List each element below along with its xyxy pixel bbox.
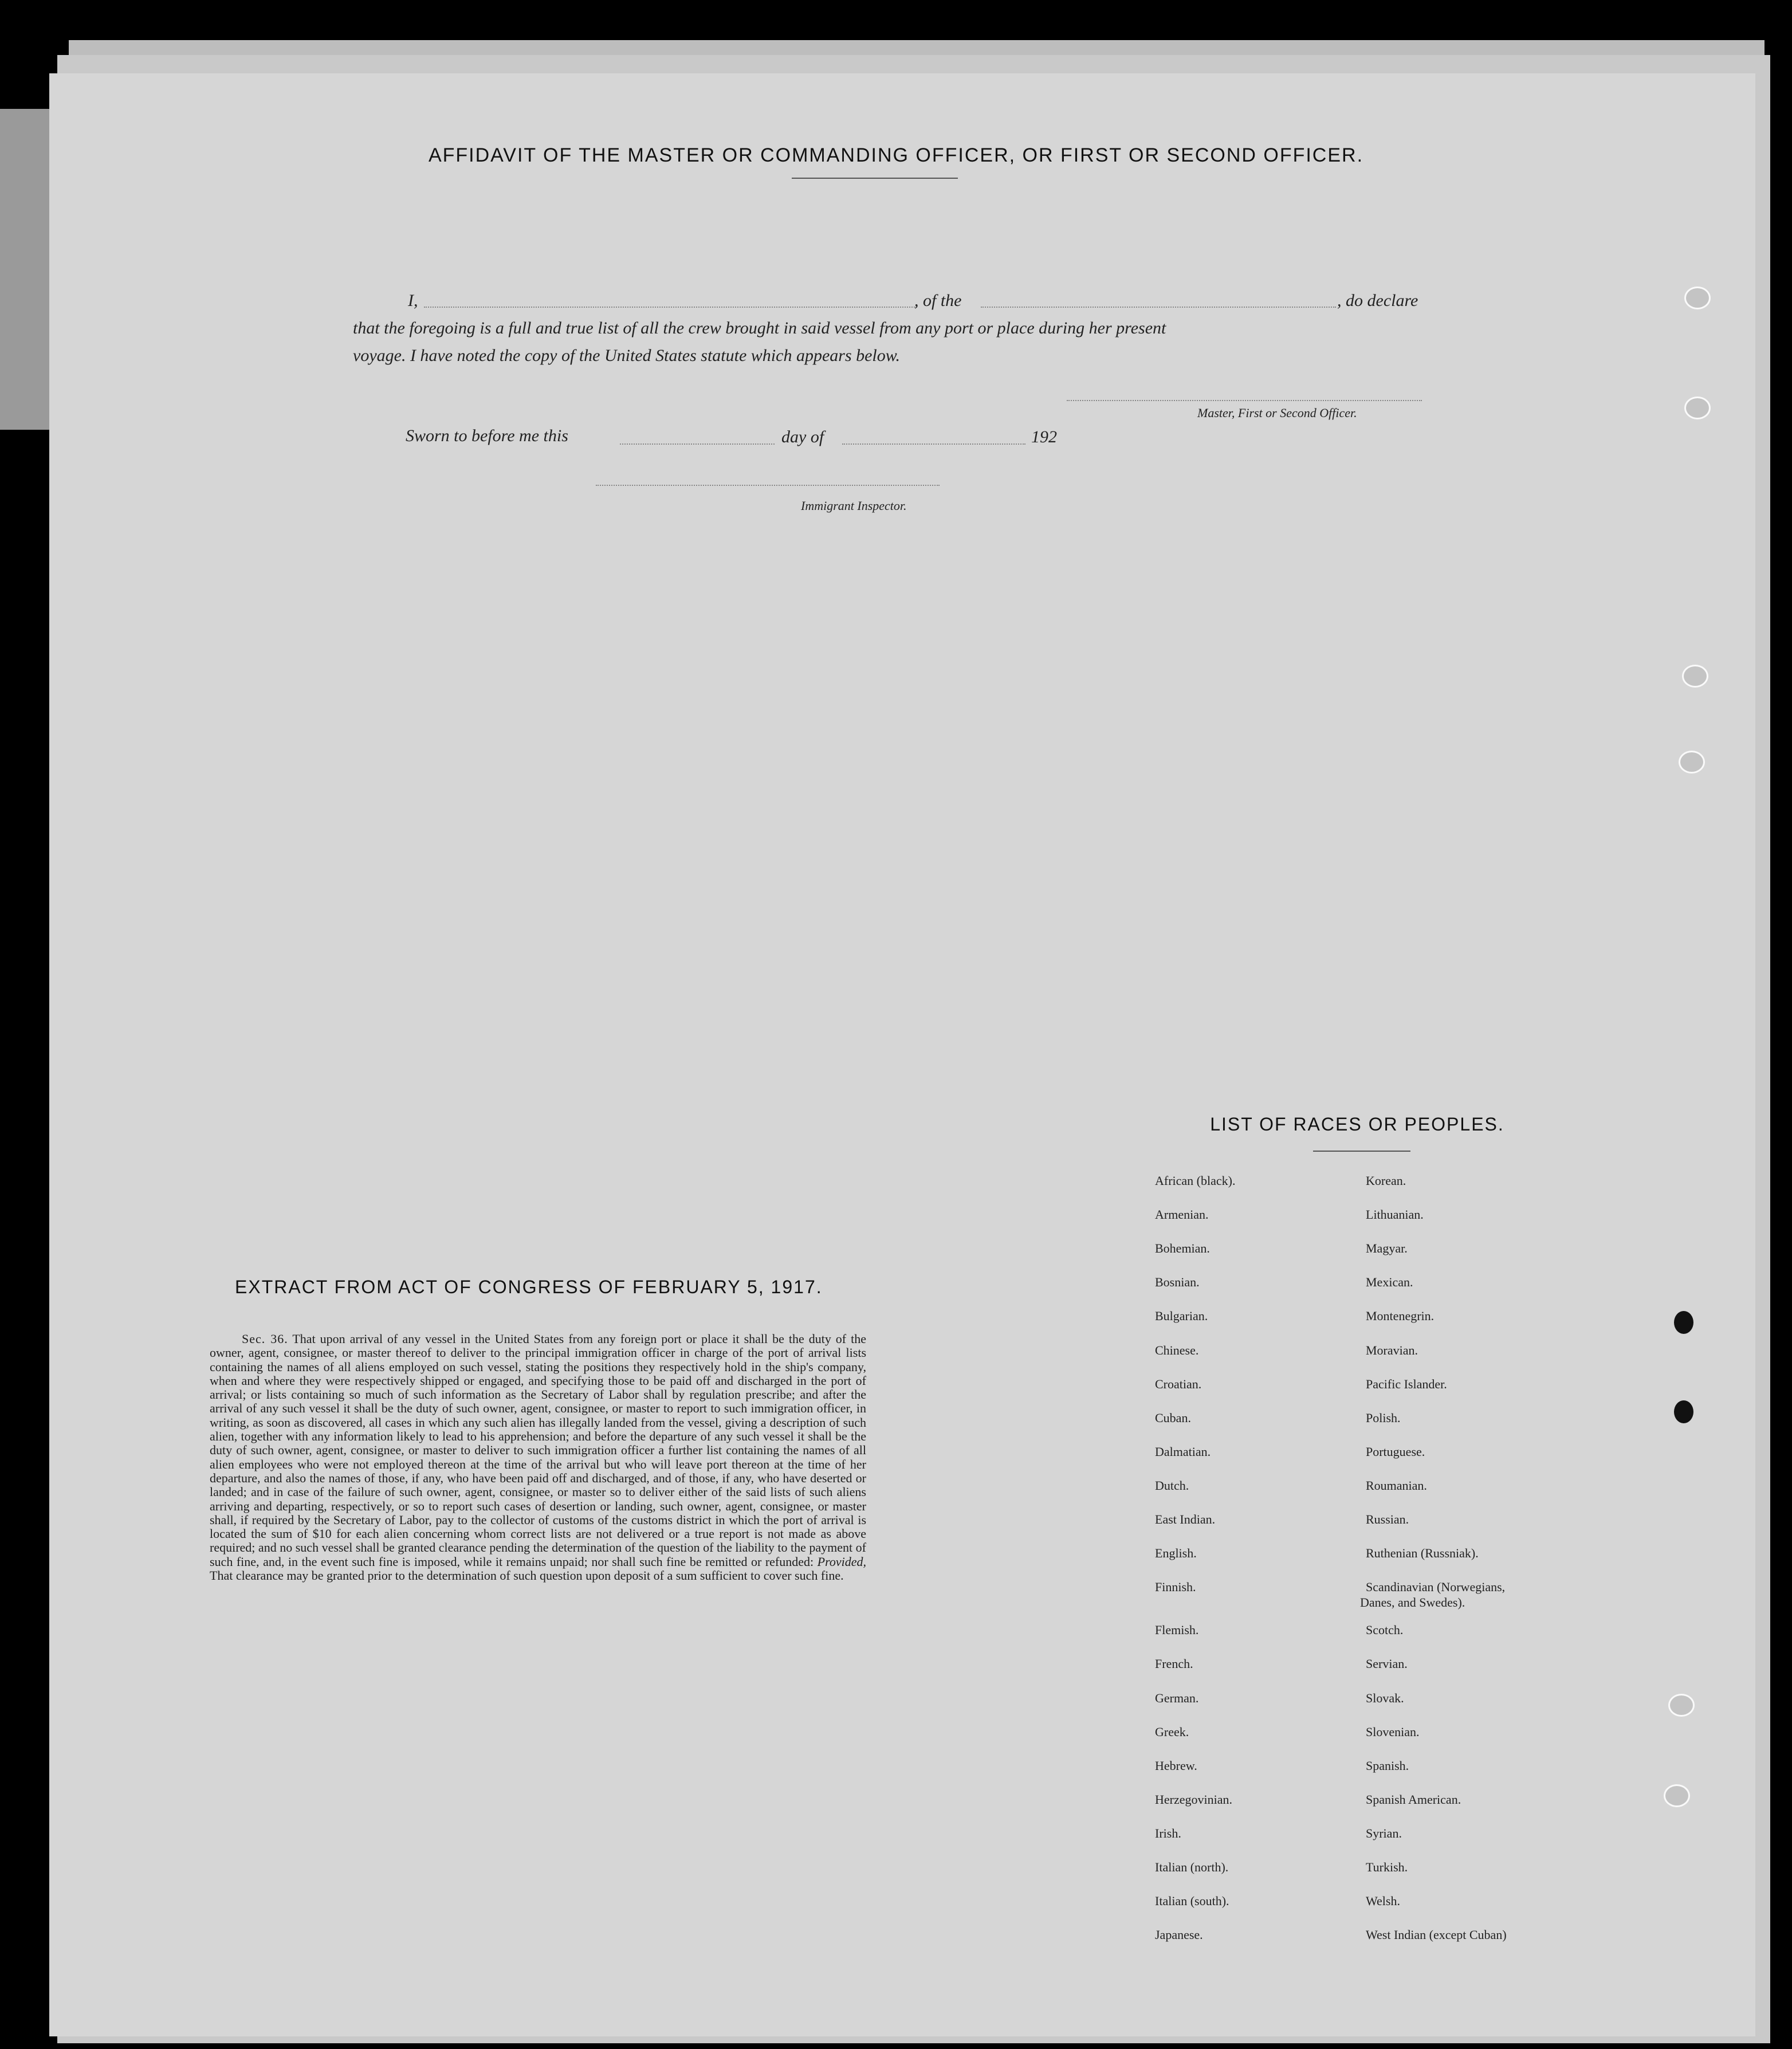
affidavit-of-the: , of the (914, 291, 962, 310)
title-rule (792, 178, 958, 179)
affidavit-declare: , do declare (1337, 291, 1418, 310)
race-right-item: Slovenian. (1366, 1724, 1420, 1739)
sworn-day-of: day of (781, 427, 824, 446)
race-right-item: West Indian (except Cuban) (1366, 1928, 1507, 1942)
master-label: Master, First or Second Officer. (1197, 406, 1357, 420)
race-right-item: Korean. (1366, 1173, 1406, 1188)
race-left-item: Cuban. (1155, 1410, 1191, 1425)
sworn-month-blank[interactable] (842, 443, 1025, 445)
race-left-item: African (black). (1155, 1173, 1236, 1188)
race-left-item: Flemish. (1155, 1623, 1199, 1638)
extract-text-part-1: That upon arrival of any vessel in the United States from any foreign port or place it shall be the duty of the owner, agent, consignee, or master thereof to deliver to the principal immigration officer in charge of the port of arrival lists containing the names of all aliens employed on such vessel, stating the positions they respectively hold in the ship's company, when and where they were respectively shipped or engaged, and specifying those to be paid off and discharged in the port of arrival; or lists containing so much of such information as the Secretary of Labor shall by regulation prescribe; and after the arrival of any such vessel it shall be the duty of such owner, agent, consignee, or master to report to such immigration officer, in writing, as soon as discovered, all cases in which any such alien has illegally landed from the vessel, giving a description of such alien, together with any information likely to lead to his apprehension; and before the departure of any such vessel it shall be the duty of such owner, agent, consignee, or master to deliver to such immigration officer a further list containing the names of all alien employees who were not employed thereon at the time of the arrival but who will leave port thereon at the time of her departure, and also the names of those, if any, who have been paid off and discharged, and of those, if any, who have deserted or landed; and in case of the failure of such owner, agent, consignee, or master so to deliver either of the said lists of such aliens arriving and departing, respectively, or so to report such cases of desertion or landing, such owner, agent, consignee, or master shall, if required by the Secretary of Labor, pay to the collector of customs of the customs district in which the port of arrival is located the sum of $10 for each alien concerning whom correct lists are not delivered or a true report is not made as above required; and no such vessel shall be granted clearance pending the determination of the question of the liability to the payment of such fine, and, in the event such fine is imposed, while it remains unpaid; nor shall such fine be remitted or refunded: (210, 1332, 867, 1569)
race-left-item: Italian (north). (1155, 1860, 1229, 1874)
sworn-day-blank[interactable] (620, 443, 775, 445)
race-right-item: Mexican. (1366, 1275, 1413, 1290)
race-scandinavian-continuation: Danes, and Swedes). (1360, 1595, 1465, 1610)
race-left-item: Chinese. (1155, 1343, 1199, 1357)
vessel-blank[interactable] (981, 307, 1336, 308)
race-right-item: Servian. (1366, 1657, 1408, 1671)
inspector-signature-line[interactable] (596, 485, 940, 486)
affidavit-title: AFFIDAVIT OF THE MASTER OR COMMANDING OFFICER, OR FIRST OR SECOND OFFICER. (428, 144, 1364, 166)
race-right-item: Turkish. (1366, 1860, 1408, 1874)
punch-hole (1674, 1400, 1693, 1423)
race-right-item: Scotch. (1366, 1623, 1404, 1638)
race-right-item: Syrian. (1366, 1826, 1402, 1840)
inspector-label: Immigrant Inspector. (801, 498, 907, 513)
punch-hole (1668, 1694, 1695, 1717)
document-page (49, 73, 1755, 2036)
race-left-item: German. (1155, 1690, 1199, 1705)
race-right-item: Portuguese. (1366, 1444, 1425, 1459)
sworn-year: 192 (1031, 427, 1057, 446)
race-right-item: Spanish. (1366, 1758, 1409, 1773)
race-right-item: Ruthenian (Russniak). (1366, 1546, 1479, 1561)
race-left-item: Bohemian. (1155, 1241, 1210, 1256)
race-left-item: Greek. (1155, 1724, 1189, 1739)
race-left-item: English. (1155, 1546, 1197, 1561)
race-right-item: Spanish American. (1366, 1792, 1461, 1807)
extract-sec-label: Sec. 36. (242, 1332, 288, 1346)
race-right-item: Magyar. (1366, 1241, 1408, 1256)
punch-hole (1674, 1311, 1693, 1334)
name-blank[interactable] (424, 307, 917, 308)
races-rule (1313, 1151, 1410, 1152)
extract-text-part-2: That clearance may be granted prior to the determination of such question upon deposit of a sum sufficient to cover such fine. (210, 1568, 844, 1583)
punch-hole (1679, 751, 1705, 774)
race-left-item: Dutch. (1155, 1478, 1189, 1493)
race-left-item: Finnish. (1155, 1580, 1196, 1595)
races-title: LIST OF RACES OR PEOPLES. (1210, 1114, 1504, 1135)
master-signature-line[interactable] (1067, 400, 1422, 401)
race-right-item: Polish. (1366, 1410, 1401, 1425)
race-left-item: Irish. (1155, 1826, 1181, 1840)
race-left-item: East Indian. (1155, 1512, 1216, 1526)
race-left-item: Bulgarian. (1155, 1309, 1208, 1324)
race-right-item: Slovak. (1366, 1690, 1404, 1705)
race-left-item: Croatian. (1155, 1376, 1202, 1391)
extract-body (210, 1332, 866, 1583)
race-right-item: Welsh. (1366, 1894, 1400, 1909)
race-right-item: Montenegrin. (1366, 1309, 1435, 1324)
affidavit-line-3: voyage. I have noted the copy of the United States statute which appears below. (353, 346, 901, 365)
race-left-item: Japanese. (1155, 1928, 1203, 1942)
race-right-item: Scandinavian (Norwegians, (1366, 1580, 1506, 1595)
race-right-item: Russian. (1366, 1512, 1409, 1526)
race-left-item: Hebrew. (1155, 1758, 1197, 1773)
extract-provided: Provided, (817, 1554, 866, 1569)
race-right-item: Pacific Islander. (1366, 1376, 1447, 1391)
race-right-item: Roumanian. (1366, 1478, 1427, 1493)
race-right-item: Moravian. (1366, 1343, 1418, 1357)
extract-title: EXTRACT FROM ACT OF CONGRESS OF FEBRUARY 5, 1917. (235, 1277, 823, 1297)
race-left-item: Herzegovinian. (1155, 1792, 1232, 1807)
race-left-item: Armenian. (1155, 1207, 1209, 1222)
race-left-item: Dalmatian. (1155, 1444, 1211, 1459)
race-left-item: Italian (south). (1155, 1894, 1229, 1909)
affidavit-line-2: that the foregoing is a full and true list of all the crew brought in said vessel from any port or place during her present (353, 319, 1166, 337)
affidavit-i: I, (408, 291, 418, 310)
punch-hole (1684, 397, 1711, 419)
race-left-item: French. (1155, 1657, 1193, 1671)
punch-hole (1684, 286, 1711, 309)
sworn-prefix: Sworn to before me this (406, 426, 568, 445)
punch-hole (1682, 665, 1708, 688)
punch-hole (1664, 1784, 1690, 1807)
race-right-item: Lithuanian. (1366, 1207, 1424, 1222)
race-left-item: Bosnian. (1155, 1275, 1200, 1290)
